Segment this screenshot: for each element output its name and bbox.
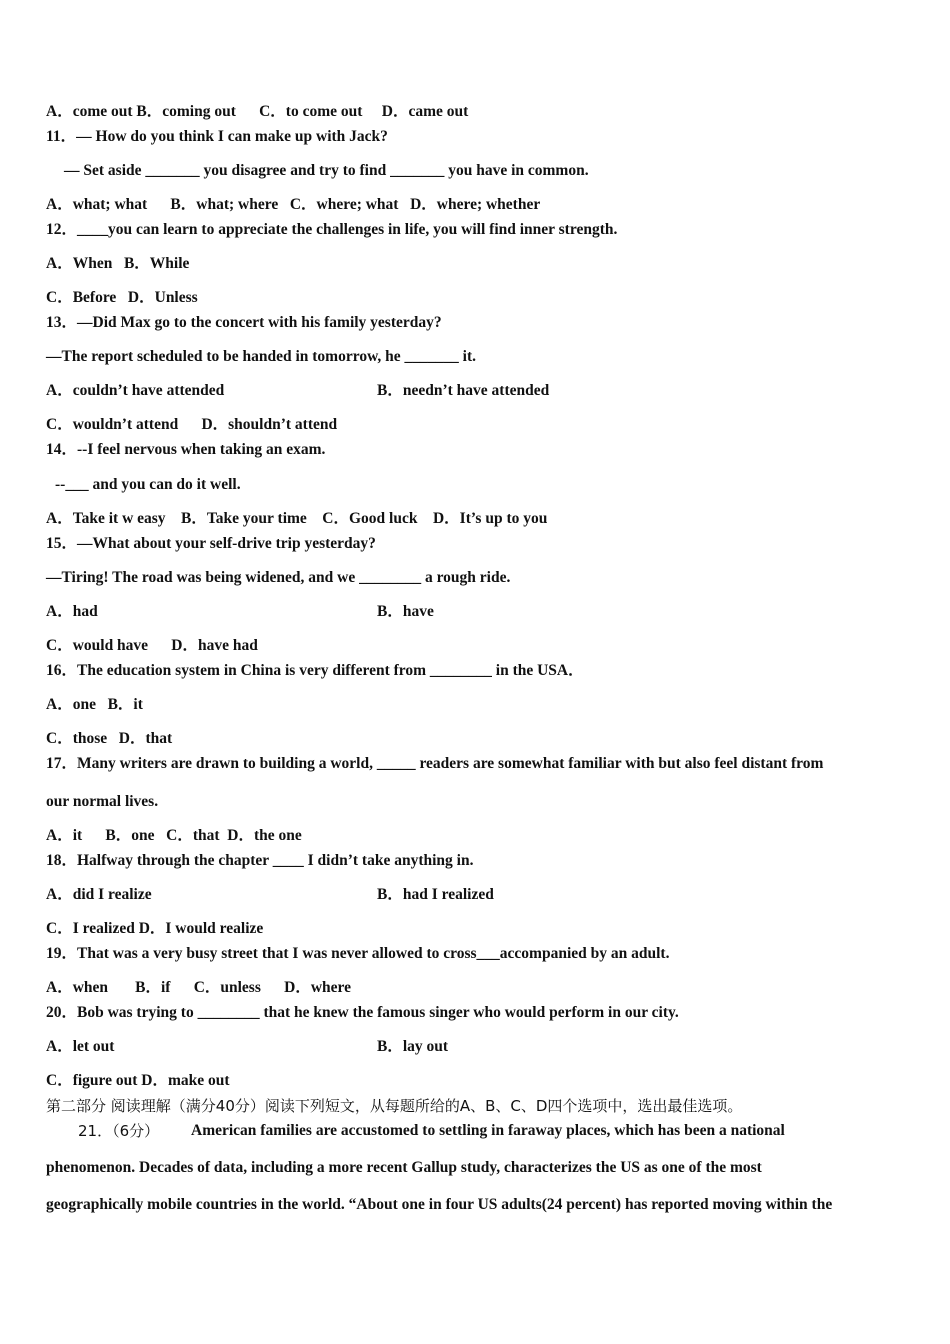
q14-reply: --___ and you can do it well. [55, 476, 241, 493]
q17-question: 17．Many writers are drawn to building a world, _____ readers are somewhat familiar with but also feel distant from [46, 755, 824, 772]
q11-options: A．what; what B．what; where C．where; what D．where; whether [46, 196, 541, 213]
q18-options-cd: C．I realized D．I would realize [46, 920, 264, 937]
q12-options-ab: A．When B．While [46, 255, 190, 272]
q16-question: 16．The education system in China is very different from ________ in the USA． [46, 662, 584, 679]
q18-question: 18．Halfway through the chapter ____ I didn’t take anything in. [46, 852, 474, 869]
q19-question: 19．That was a very busy street that I was never allowed to cross___accompanied by an adult. [46, 945, 670, 962]
q20-question: 20．Bob was trying to ________ that he knew the famous singer who would perform in our city. [46, 1004, 679, 1021]
q14-question: 14．--I feel nervous when taking an exam. [46, 441, 326, 458]
passage-line-3: geographically mobile countries in the world. “About one in four US adults(24 percent) has reported moving within the [46, 1196, 833, 1213]
passage-line-1: American families are accustomed to settling in faraway places, which has been a national [191, 1122, 785, 1139]
q13-options-cd: C．wouldn’t attend D．shouldn’t attend [46, 416, 338, 433]
q16-options-ab: A．one B．it [46, 696, 143, 713]
q20-option-b: B．lay out [377, 1038, 449, 1055]
q18-option-b: B．had I realized [377, 886, 494, 903]
section-heading: 第二部分 阅读理解（满分40分）阅读下列短文，从每题所给的A、B、C、D四个选项中，选出最佳选项。 [46, 1097, 743, 1115]
q17-question-cont: our normal lives. [46, 793, 159, 810]
q21-label: 21．（6分） [78, 1122, 160, 1140]
q10-options: A．come out B．coming out C．to come out D．came out [46, 103, 469, 120]
q17-options: A．it B．one C．that D．the one [46, 827, 302, 844]
q19-options: A．when B．if C．unless D．where [46, 979, 351, 996]
q18-option-a: A．did I realize [46, 886, 152, 903]
q13-option-b: B．needn’t have attended [377, 382, 550, 399]
q15-reply: —Tiring! The road was being widened, and we ________ a rough ride. [46, 569, 511, 586]
q20-option-a: A．let out [46, 1038, 115, 1055]
q11-question: 11．— How do you think I can make up with Jack? [46, 128, 388, 145]
q15-option-a: A．had [46, 603, 98, 620]
q16-options-cd: C．those D．that [46, 730, 173, 747]
q13-option-a: A．couldn’t have attended [46, 382, 225, 399]
passage-line-2: phenomenon. Decades of data, including a more recent Gallup study, characterizes the US as one of the most [46, 1159, 762, 1176]
q14-options: A．Take it w easy B．Take your time C．Good luck D．It’s up to you [46, 510, 548, 527]
q13-question: 13．—Did Max go to the concert with his family yesterday? [46, 314, 442, 331]
q15-options-cd: C．would have D．have had [46, 637, 258, 654]
q15-question: 15．—What about your self-drive trip yesterday? [46, 535, 376, 552]
q13-reply: —The report scheduled to be handed in tomorrow, he _______ it. [46, 348, 476, 365]
q20-options-cd: C．figure out D．make out [46, 1072, 230, 1089]
q15-option-b: B．have [377, 603, 434, 620]
q12-options-cd: C．Before D．Unless [46, 289, 198, 306]
q12-question: 12．____you can learn to appreciate the challenges in life, you will find inner strength. [46, 221, 618, 238]
q11-reply: — Set aside _______ you disagree and try to find _______ you have in common. [64, 162, 589, 179]
